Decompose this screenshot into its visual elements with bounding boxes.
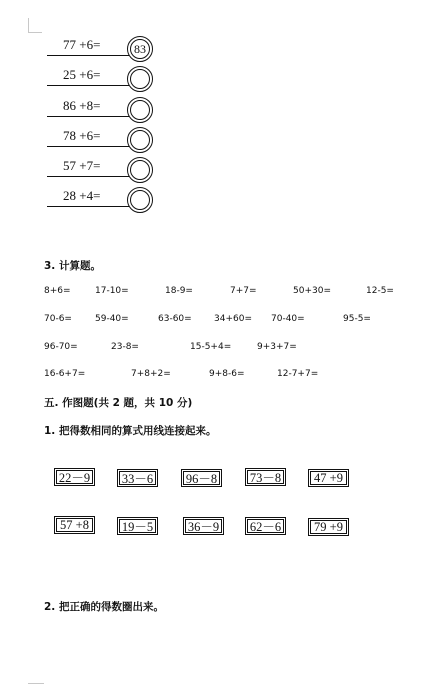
problem-expression: 57 +7= xyxy=(63,158,101,173)
calc-item: 96-70= xyxy=(44,342,78,352)
calc-item: 7+8+2= xyxy=(131,369,171,379)
expression-box[interactable] xyxy=(308,469,349,487)
answer-value xyxy=(130,160,150,180)
circle-problem xyxy=(47,66,157,96)
box-expression: 19－5 xyxy=(119,519,156,533)
calc-item: 95-5= xyxy=(343,314,371,324)
answer-circle[interactable] xyxy=(127,66,153,92)
question-1-title: 1. 把得数相同的算式用线连接起来。 xyxy=(44,425,217,437)
answer-value: 83 xyxy=(130,39,150,59)
calc-item: 9+8-6= xyxy=(209,369,245,379)
problem-expression: 77 +6= xyxy=(63,37,101,52)
calc-item: 9+3+7= xyxy=(257,342,297,352)
calc-item: 12-5= xyxy=(366,286,394,296)
section-3-title: 3. 计算题。 xyxy=(44,260,101,272)
calc-item: 17-10= xyxy=(95,286,129,296)
section-5-title: 五. 作图题(共 2 题，共 10 分) xyxy=(44,397,193,409)
circle-problem xyxy=(47,127,157,157)
expression-box[interactable] xyxy=(245,468,286,486)
box-expression: 73－8 xyxy=(247,470,284,484)
expression-box[interactable] xyxy=(54,516,95,534)
calc-item: 59-40= xyxy=(95,314,129,324)
problem-expression: 28 +4= xyxy=(63,188,101,203)
calc-item: 16-6+7= xyxy=(44,369,86,379)
calc-item: 70-6= xyxy=(44,314,72,324)
calc-item: 70-40= xyxy=(271,314,305,324)
answer-value xyxy=(130,100,150,120)
calc-item: 7+7= xyxy=(230,286,257,296)
calc-item: 23-8= xyxy=(111,342,139,352)
circle-problem xyxy=(47,36,157,66)
answer-value xyxy=(130,190,150,210)
box-expression: 47 +9 xyxy=(310,471,347,485)
expression-box[interactable] xyxy=(54,468,95,486)
corner-mark-top xyxy=(28,18,29,32)
problem-expression: 86 +8= xyxy=(63,98,101,113)
expression-box[interactable] xyxy=(117,517,158,535)
answer-circle[interactable] xyxy=(127,36,153,62)
corner-mark-bottom xyxy=(28,683,44,684)
box-expression: 79 +9 xyxy=(310,520,347,534)
problem-expression: 25 +6= xyxy=(63,67,101,82)
corner-mark-top-h xyxy=(28,32,42,33)
expression-box[interactable] xyxy=(245,517,286,535)
calc-item: 50+30= xyxy=(293,286,331,296)
calc-item: 15-5+4= xyxy=(190,342,232,352)
expression-box[interactable] xyxy=(181,469,222,487)
answer-circle[interactable] xyxy=(127,97,153,123)
calc-item: 63-60= xyxy=(158,314,192,324)
circle-problem xyxy=(47,157,157,187)
calc-item: 34+60= xyxy=(214,314,252,324)
expression-box[interactable] xyxy=(183,517,224,535)
calc-item: 18-9= xyxy=(165,286,193,296)
answer-line xyxy=(47,176,129,177)
answer-line xyxy=(47,85,129,86)
expression-box[interactable] xyxy=(308,518,349,536)
expression-box[interactable] xyxy=(117,469,158,487)
question-2-title: 2. 把正确的得数圈出来。 xyxy=(44,601,164,613)
box-expression: 22－9 xyxy=(56,470,93,484)
answer-line xyxy=(47,146,129,147)
answer-value xyxy=(130,130,150,150)
answer-circle[interactable] xyxy=(127,157,153,183)
circle-problem xyxy=(47,97,157,127)
answer-circle[interactable] xyxy=(127,187,153,213)
answer-circle[interactable] xyxy=(127,127,153,153)
problem-expression: 78 +6= xyxy=(63,128,101,143)
box-expression: 96－8 xyxy=(183,471,220,485)
box-expression: 36－9 xyxy=(185,519,222,533)
box-expression: 33－6 xyxy=(119,471,156,485)
circle-problem xyxy=(47,187,157,217)
calc-item: 12-7+7= xyxy=(277,369,319,379)
calc-item: 8+6= xyxy=(44,286,71,296)
answer-line xyxy=(47,116,129,117)
box-expression: 62－6 xyxy=(247,519,284,533)
answer-line xyxy=(47,206,129,207)
answer-line xyxy=(47,55,129,56)
box-expression: 57 +8 xyxy=(56,518,93,532)
answer-value xyxy=(130,69,150,89)
